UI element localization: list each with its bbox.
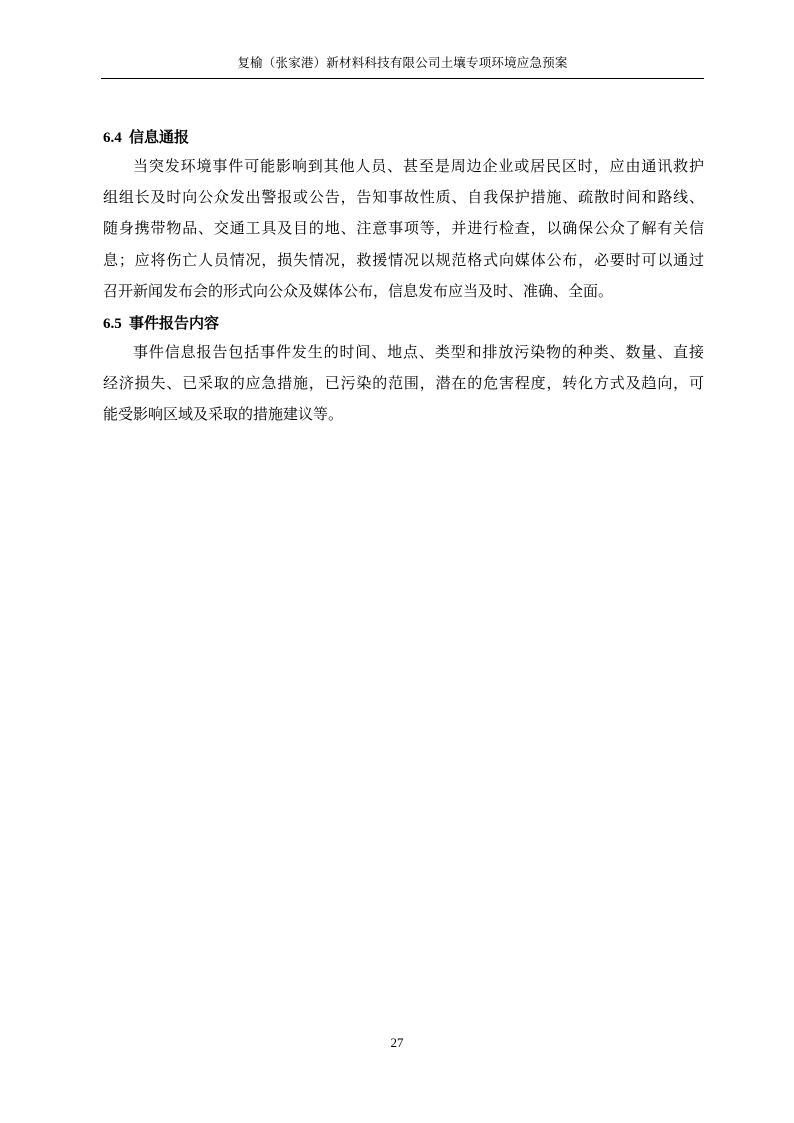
document-title: 复榆（张家港）新材料科技有限公司土壤专项环境应急预案 xyxy=(237,55,568,70)
paragraph-line: 当突发环境事件可能影响到其他人员、甚至是周边企业或居民区时，应由通讯救护 xyxy=(133,157,704,175)
page-number: 27 xyxy=(390,1035,404,1050)
document-body xyxy=(103,123,704,433)
paragraph-line: 经济损失、已采取的应急措施，已污染的范围，潜在的危害程度，转化方式及趋向，可 xyxy=(103,374,704,393)
section-title: 事件报告内容 xyxy=(128,313,219,332)
section-heading-6-5 xyxy=(103,309,704,337)
paragraph-line: 事件信息报告包括事件发生的时间、地点、类型和排放污染物的种类、数量、直接 xyxy=(133,342,704,361)
paragraph-line: 组组长及时向公众发出警报或公告，告知事故性质、自我保护措施、疏散时间和路线、 xyxy=(103,188,704,207)
section-paragraph-6-4 xyxy=(103,151,704,307)
page-header xyxy=(101,52,704,79)
section-heading-6-4 xyxy=(103,123,704,151)
paragraph-line: 能受影响区域及采取的措施建议等。 xyxy=(103,405,344,424)
section-title: 信息通报 xyxy=(128,128,189,146)
paragraph-line: 息；应将伤亡人员情况，损失情况，救援情况以规范格式向媒体公布，必要时可以通过 xyxy=(103,250,704,269)
paragraph-line: 召开新闻发布会的形式向公众及媒体公布，信息发布应当及时、准确、全面。 xyxy=(103,281,614,300)
paragraph-line: 随身携带物品、交通工具及目的地、注意事项等，并进行检查，以确保公众了解有关信 xyxy=(103,219,704,238)
section-paragraph-6-5 xyxy=(103,337,704,431)
section-number: 6.5 xyxy=(103,315,122,332)
section-number: 6.4 xyxy=(103,130,122,146)
